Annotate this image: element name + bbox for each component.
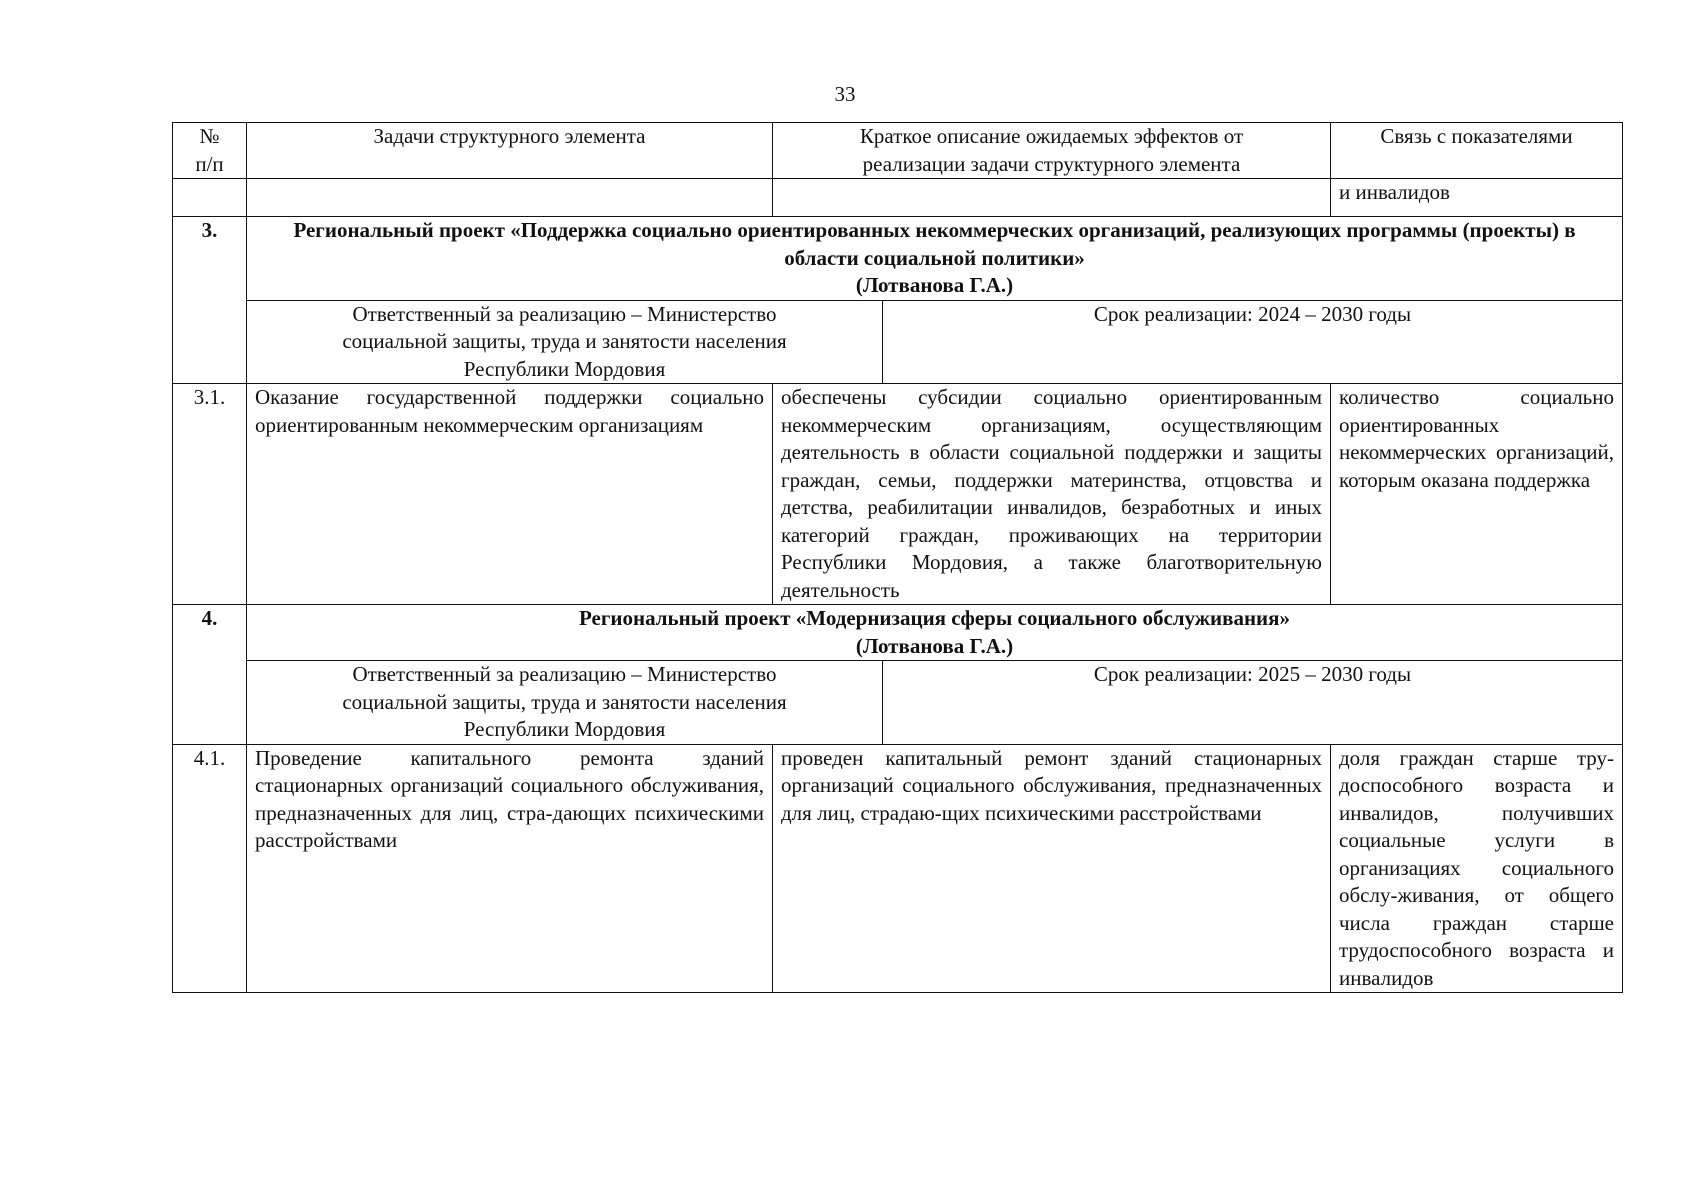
table-header-row bbox=[173, 123, 1623, 179]
section-title-text: Региональный проект «Поддержка социально ориентированных некоммерческих организаций, реализующих программы (проекты) в области социальной политики» bbox=[293, 218, 1576, 270]
section-term: Срок реализации: 2025 – 2030 годы bbox=[883, 661, 1623, 745]
table-row bbox=[173, 744, 1623, 993]
row-effect: проведен капитальный ремонт зданий стационарных организаций социального обслуживания, предназначенных для лиц, страдаю-щих психическими расстройствами bbox=[773, 744, 1331, 993]
program-table bbox=[172, 122, 1623, 993]
section-meta-row bbox=[173, 300, 1623, 384]
continuation-task-cell bbox=[247, 179, 773, 217]
row-indicator: количество социально ориентированных некоммерческих организаций, которым оказана поддержка bbox=[1331, 384, 1623, 605]
section-responsible: Ответственный за реализацию – Министерство социальной защиты, труда и занятости населения Республики Мордовия bbox=[247, 661, 883, 745]
section-title bbox=[247, 605, 1623, 661]
row-effect: обеспечены субсидии социально ориентированным некоммерческим организациям, осуществляющим деятельность в области социальной поддержки и защиты граждан, семьи, поддержки материнства, отцовства и детства, реабилитации инвалидов, безработных и иных категорий граждан, проживающих на территории Республики Мордовия, а также благотворительную деятельность bbox=[773, 384, 1331, 605]
table-row bbox=[173, 384, 1623, 605]
section-term: Срок реализации: 2024 – 2030 годы bbox=[883, 300, 1623, 384]
row-number: 3.1. bbox=[173, 384, 247, 605]
section-title bbox=[247, 217, 1623, 301]
header-col-tasks: Задачи структурного элемента bbox=[247, 123, 773, 179]
continuation-effect-cell bbox=[773, 179, 1331, 217]
header-continuation-row bbox=[173, 179, 1623, 217]
section-title-text: Региональный проект «Модернизация сферы социального обслуживания» bbox=[578, 606, 1291, 630]
header-col-num: № п/п bbox=[173, 123, 247, 179]
header-col-indicators: Связь с показателями bbox=[1331, 123, 1623, 179]
section-meta-row bbox=[173, 661, 1623, 745]
row-indicator: доля граждан старше тру-доспособного возраста и инвалидов, получивших социальные услуги в организациях социального обслу-живания, от общего числа граждан старше трудоспособного возраста и инвалидов bbox=[1331, 744, 1623, 993]
row-task: Оказание государственной поддержки социально ориентированным некоммерческим организациям bbox=[247, 384, 773, 605]
section-curator: (Лотванова Г.А.) bbox=[855, 273, 1014, 297]
row-task: Проведение капитального ремонта зданий стационарных организаций социального обслуживания, предназначенных для лиц, стра-дающих психическими расстройствами bbox=[247, 744, 773, 993]
section-responsible: Ответственный за реализацию – Министерство социальной защиты, труда и занятости населения Республики Мордовия bbox=[247, 300, 883, 384]
continuation-indicator-cell: и инвалидов bbox=[1331, 179, 1623, 217]
header-col-effects: Краткое описание ожидаемых эффектов от реализации задачи структурного элемента bbox=[773, 123, 1331, 179]
section-number: 3. bbox=[173, 217, 247, 384]
page-number: 33 bbox=[834, 82, 856, 106]
section-title-row bbox=[173, 605, 1623, 661]
section-curator: (Лотванова Г.А.) bbox=[855, 633, 1014, 658]
section-title-row bbox=[173, 217, 1623, 301]
continuation-num-cell bbox=[173, 179, 247, 217]
row-number: 4.1. bbox=[173, 744, 247, 993]
section-number: 4. bbox=[173, 605, 247, 745]
